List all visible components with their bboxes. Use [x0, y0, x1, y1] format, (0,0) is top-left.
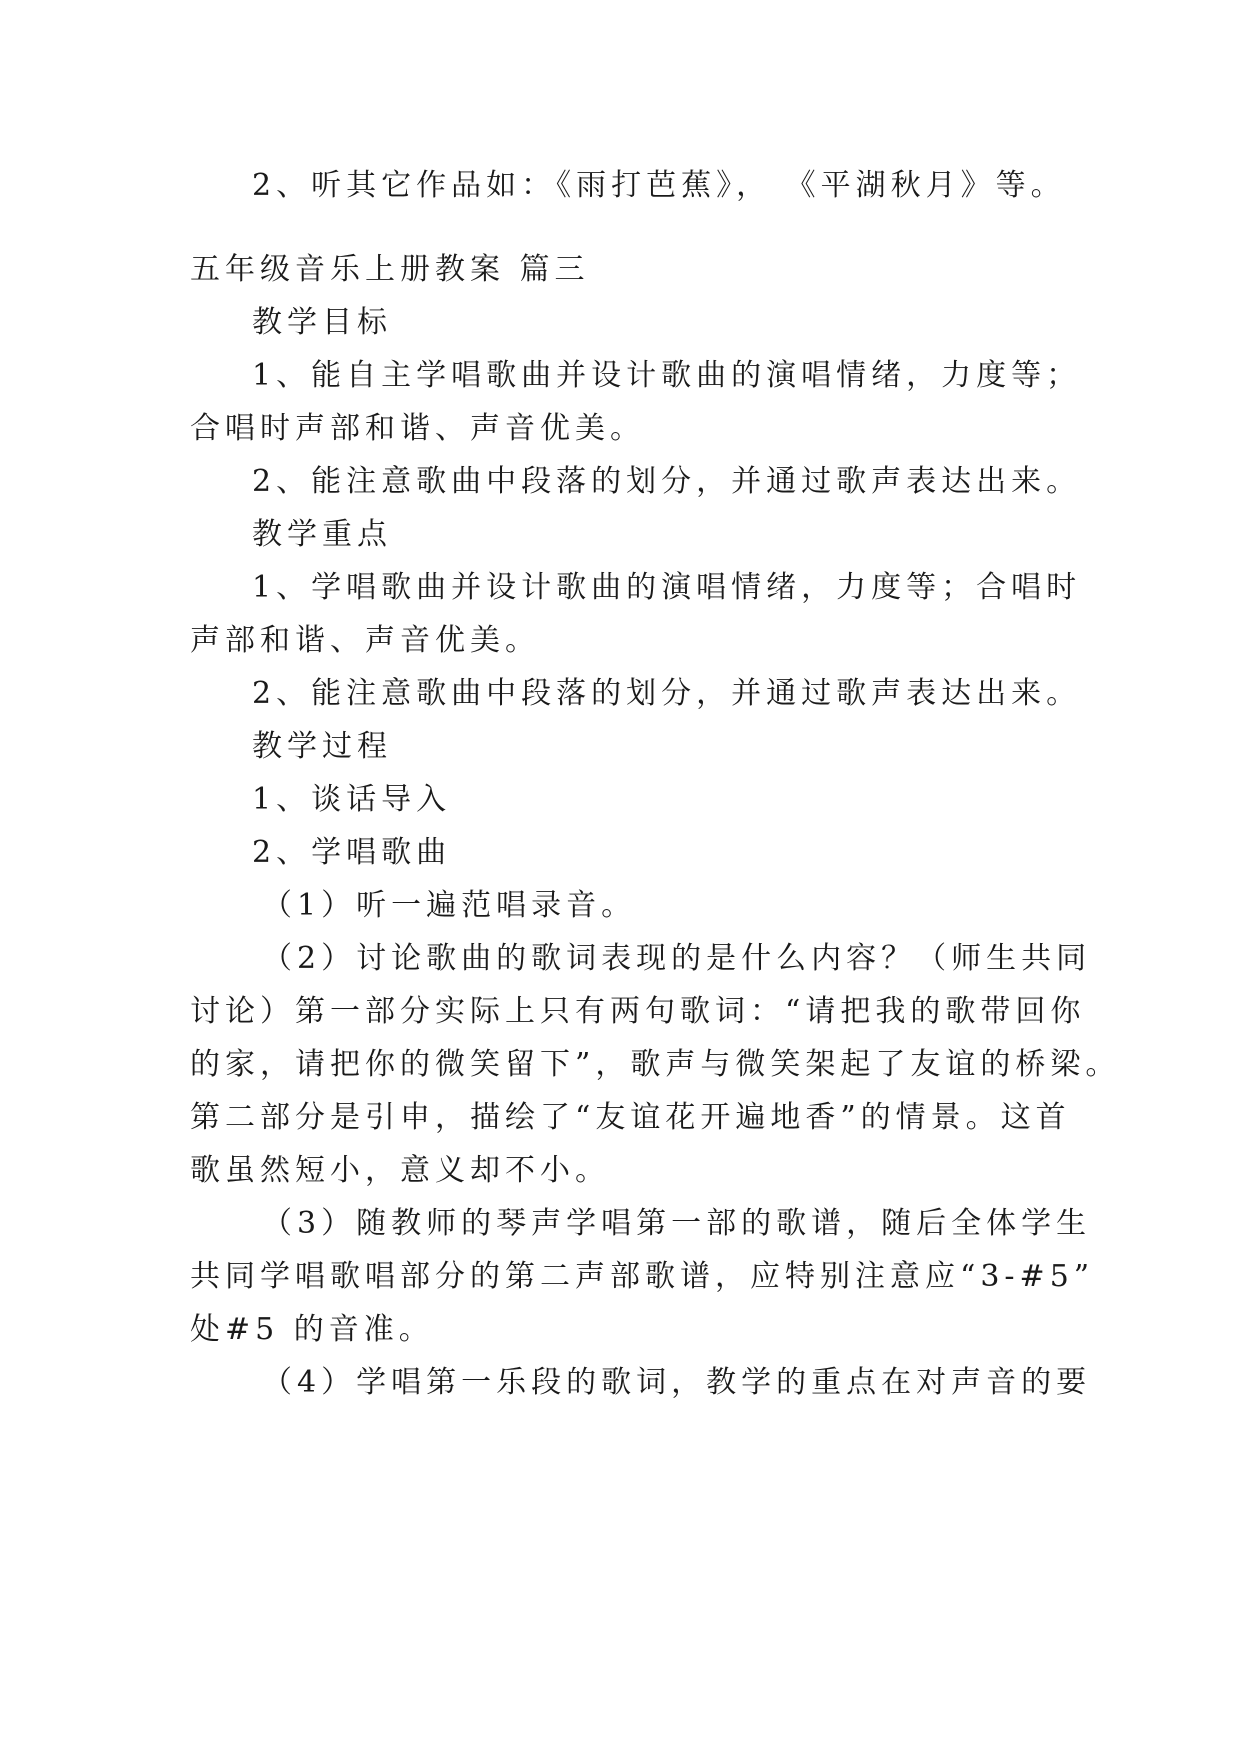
- text-line: 声部和谐、声音优美。: [190, 623, 540, 658]
- text-line: 处#5 的音准。: [190, 1312, 434, 1347]
- text-line: 1、能自主学唱歌曲并设计歌曲的演唱情绪，力度等；: [252, 358, 1082, 393]
- text-line: 第二部分是引申，描绘了“友谊花开遍地香”的情景。这首: [190, 1100, 1071, 1135]
- text-line: 1、学唱歌曲并设计歌曲的演唱情绪，力度等；合唱时: [252, 570, 1082, 605]
- text-line: 歌虽然短小，意义却不小。: [190, 1153, 610, 1188]
- text-line: 共同学唱歌唱部分的第二声部歌谱，应特别注意应“3-#5”: [190, 1259, 1095, 1294]
- subheading-goals: 教学目标: [252, 305, 392, 340]
- text-line: 2、学唱歌曲: [252, 835, 452, 870]
- subheading-key-points: 教学重点: [252, 517, 392, 552]
- text-line: 的家，请把你的微笑留下”，歌声与微笑架起了友谊的桥梁。: [190, 1047, 1121, 1082]
- text-line: （1）听一遍范唱录音。: [262, 888, 637, 923]
- text-line: 2、能注意歌曲中段落的划分，并通过歌声表达出来。: [252, 464, 1082, 499]
- text-line: 2、听其它作品如：《雨打芭蕉》， 《平湖秋月》等。: [252, 168, 1066, 203]
- text-line: 2、能注意歌曲中段落的划分，并通过歌声表达出来。: [252, 676, 1082, 711]
- section-heading: 五年级音乐上册教案 篇三: [190, 252, 590, 287]
- text-line: （2）讨论歌曲的歌词表现的是什么内容？（师生共同: [262, 941, 1092, 976]
- subheading-process: 教学过程: [252, 729, 392, 764]
- text-line: （3）随教师的琴声学唱第一部的歌谱，随后全体学生: [262, 1206, 1092, 1241]
- text-line: 1、谈话导入: [252, 782, 452, 817]
- text-line: （4）学唱第一乐段的歌词，教学的重点在对声音的要: [262, 1365, 1092, 1400]
- text-line: 讨论）第一部分实际上只有两句歌词：“请把我的歌带回你: [190, 994, 1086, 1029]
- text-line: 合唱时声部和谐、声音优美。: [190, 411, 645, 446]
